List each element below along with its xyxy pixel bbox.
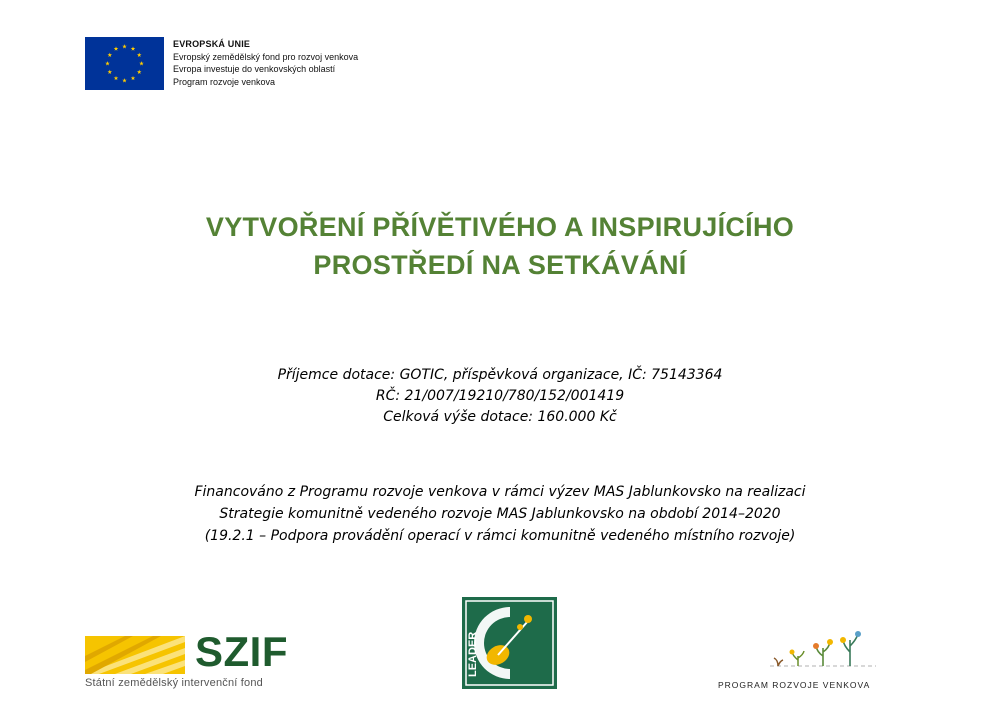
recipient-line: Příjemce dotace: GOTIC, příspěvková organizace, IČ: 75143364 [277, 367, 723, 383]
szif-subtitle: Státní zemědělský intervenční fond [85, 677, 264, 689]
prv-label: PROGRAM ROZVOJE VENKOVA [718, 680, 871, 690]
szif-logo [85, 628, 325, 693]
page-title [0, 208, 1000, 284]
eu-slogan-line: Evropa investuje do venkovských oblastí [173, 64, 336, 74]
funding-statement [0, 481, 1000, 547]
eu-text [173, 38, 358, 88]
szif-field-icon [85, 636, 185, 674]
funding-line-1: Financováno z Programu rozvoje venkova v rámci výzev MAS Jablunkovsko na realizaci [194, 484, 806, 500]
eu-title: EVROPSKÁ UNIE [173, 39, 251, 49]
rc-line: RČ: 21/007/19210/780/152/001419 [375, 388, 625, 404]
amount-line: Celková výše dotace: 160.000 Kč [383, 409, 617, 425]
funding-line-2: Strategie komunitně vedeného rozvoje MAS Jablunkovsko na období 2014–2020 [219, 506, 781, 522]
title-line-1: VYTVOŘENÍ PŘÍVĚTIVÉHO A INSPIRUJÍCÍHO [205, 212, 795, 242]
eu-flag-icon [85, 37, 164, 90]
eu-program-line: Program rozvoje venkova [173, 76, 276, 87]
eu-fund-line: Evropský zemědělský fond pro rozvoj venkova [173, 51, 359, 62]
prv-logo [718, 630, 888, 692]
title-line-2: PROSTŘEDÍ NA SETKÁVÁNÍ [313, 250, 687, 280]
grant-info [0, 365, 1000, 428]
leader-logo [462, 597, 557, 689]
prv-sprouts-icon [768, 630, 878, 672]
leader-label: LEADER [467, 631, 479, 677]
szif-name: SZIF [195, 628, 288, 675]
funding-line-3: (19.2.1 – Podpora provádění operací v rámci komunitně vedeného místního rozvoje) [204, 528, 796, 544]
eu-logo-block [85, 37, 405, 91]
